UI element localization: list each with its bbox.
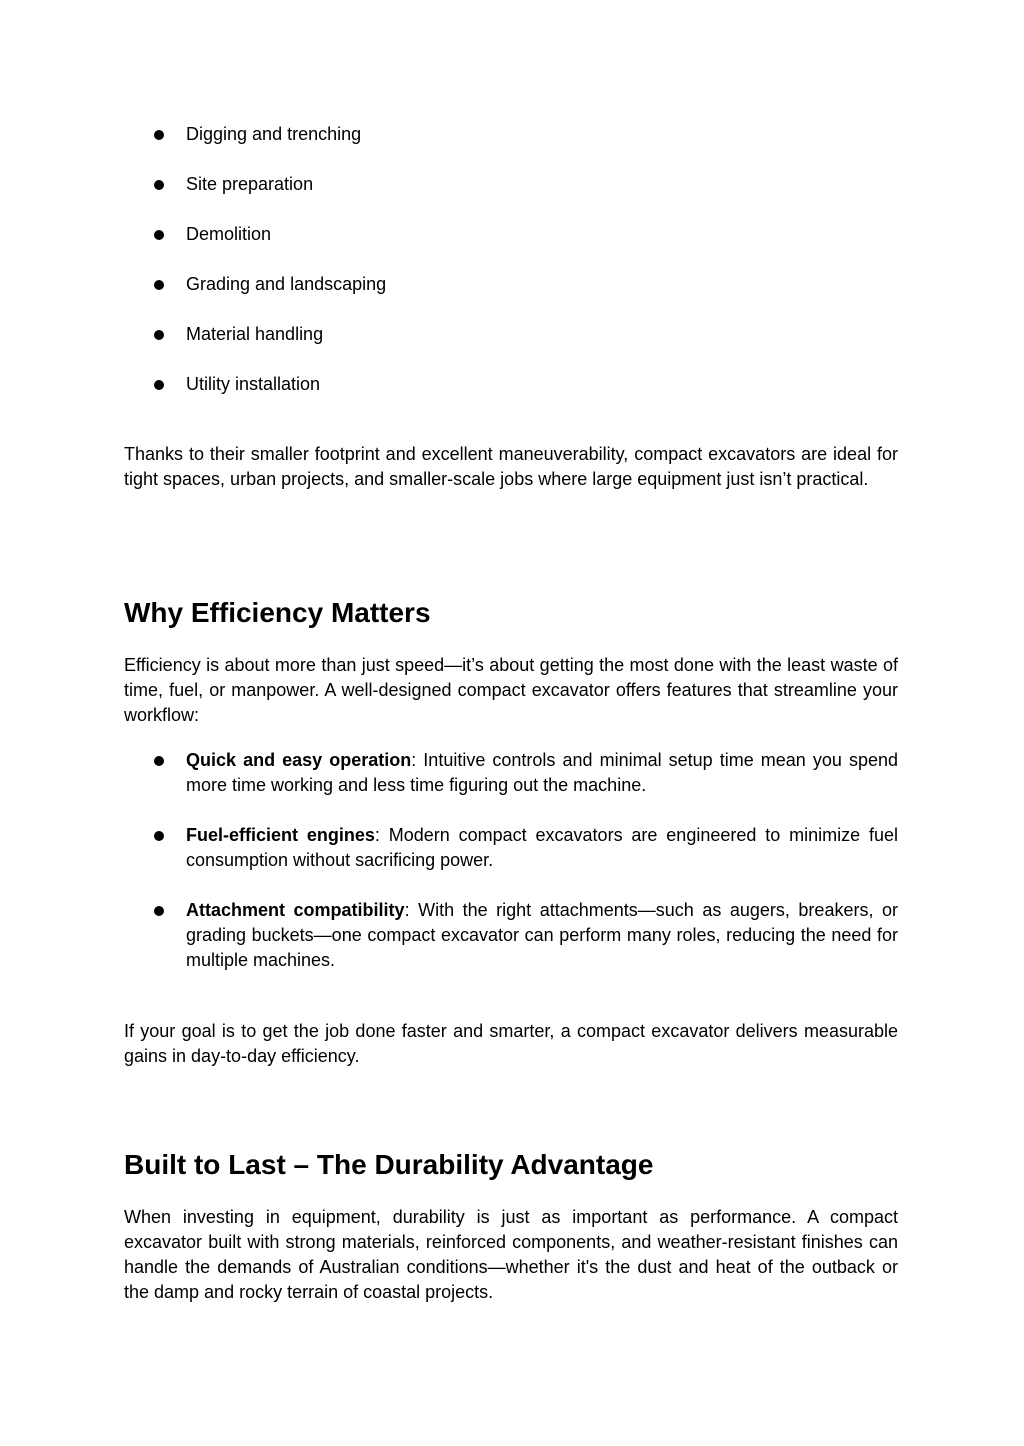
list-item-text: Demolition xyxy=(186,224,272,244)
durability-paragraph: When investing in equipment, durability is just as important as performance. A compact excavator built with strong materials, reinforced components, and weather-resistant finishes can handle the demands of Australian conditions—whether it's the dust and heat of the outback or the damp and rocky terrain of coastal projects. xyxy=(124,1207,898,1302)
list-item xyxy=(124,372,898,397)
bullet-icon xyxy=(154,280,164,290)
efficiency-paragraph: Efficiency is about more than just speed—it’s about getting the most done with the least waste of time, fuel, or manpower. A well-designed compact excavator offers features that streamline your workflow: xyxy=(124,655,898,725)
list-item-text: Grading and landscaping xyxy=(186,274,387,294)
uses-list xyxy=(124,122,898,422)
bullet-icon xyxy=(154,130,164,140)
list-item xyxy=(124,272,898,297)
list-item-text: Utility installation xyxy=(186,374,321,394)
intro-paragraph: Thanks to their smaller footprint and excellent maneuverability, compact excavators are ideal for tight spaces, urban projects, and smaller-scale jobs where large equipment just isn’t practical. xyxy=(124,444,898,489)
bullet-icon xyxy=(154,906,164,916)
bullet-icon xyxy=(154,330,164,340)
feature-term: Quick and easy operation xyxy=(186,750,412,770)
list-item-text: Site preparation xyxy=(186,174,314,194)
bullet-icon xyxy=(154,180,164,190)
list-item xyxy=(124,322,898,347)
bullet-icon xyxy=(154,230,164,240)
list-item xyxy=(124,172,898,197)
feature-item xyxy=(124,748,898,798)
efficiency-features-list xyxy=(124,748,898,998)
feature-item xyxy=(124,823,898,873)
feature-item xyxy=(124,898,898,973)
bullet-icon xyxy=(154,756,164,766)
feature-term: Fuel-efficient engines xyxy=(186,825,375,845)
feature-text: : With the right attachments—such as augers, breakers, or grading buckets—one compact excavator can perform many roles, reducing the need for multiple machines. xyxy=(186,900,898,970)
bullet-icon xyxy=(154,380,164,390)
list-item-text: Digging and trenching xyxy=(186,124,362,144)
list-item-text: Material handling xyxy=(186,324,324,344)
feature-text: : Intuitive controls and minimal setup time mean you spend more time working and less time figuring out the machine. xyxy=(186,750,898,795)
list-item xyxy=(124,222,898,247)
bullet-icon xyxy=(154,831,164,841)
efficiency-closing-paragraph: If your goal is to get the job done faster and smarter, a compact excavator delivers measurable gains in day-to-day efficiency. xyxy=(124,1021,898,1066)
efficiency-heading: Why Efficiency Matters xyxy=(124,597,431,628)
feature-text: : Modern compact excavators are engineered to minimize fuel consumption without sacrificing power. xyxy=(186,825,898,870)
feature-term: Attachment compatibility xyxy=(186,900,405,920)
list-item xyxy=(124,122,898,147)
durability-heading: Built to Last – The Durability Advantage xyxy=(124,1149,654,1180)
